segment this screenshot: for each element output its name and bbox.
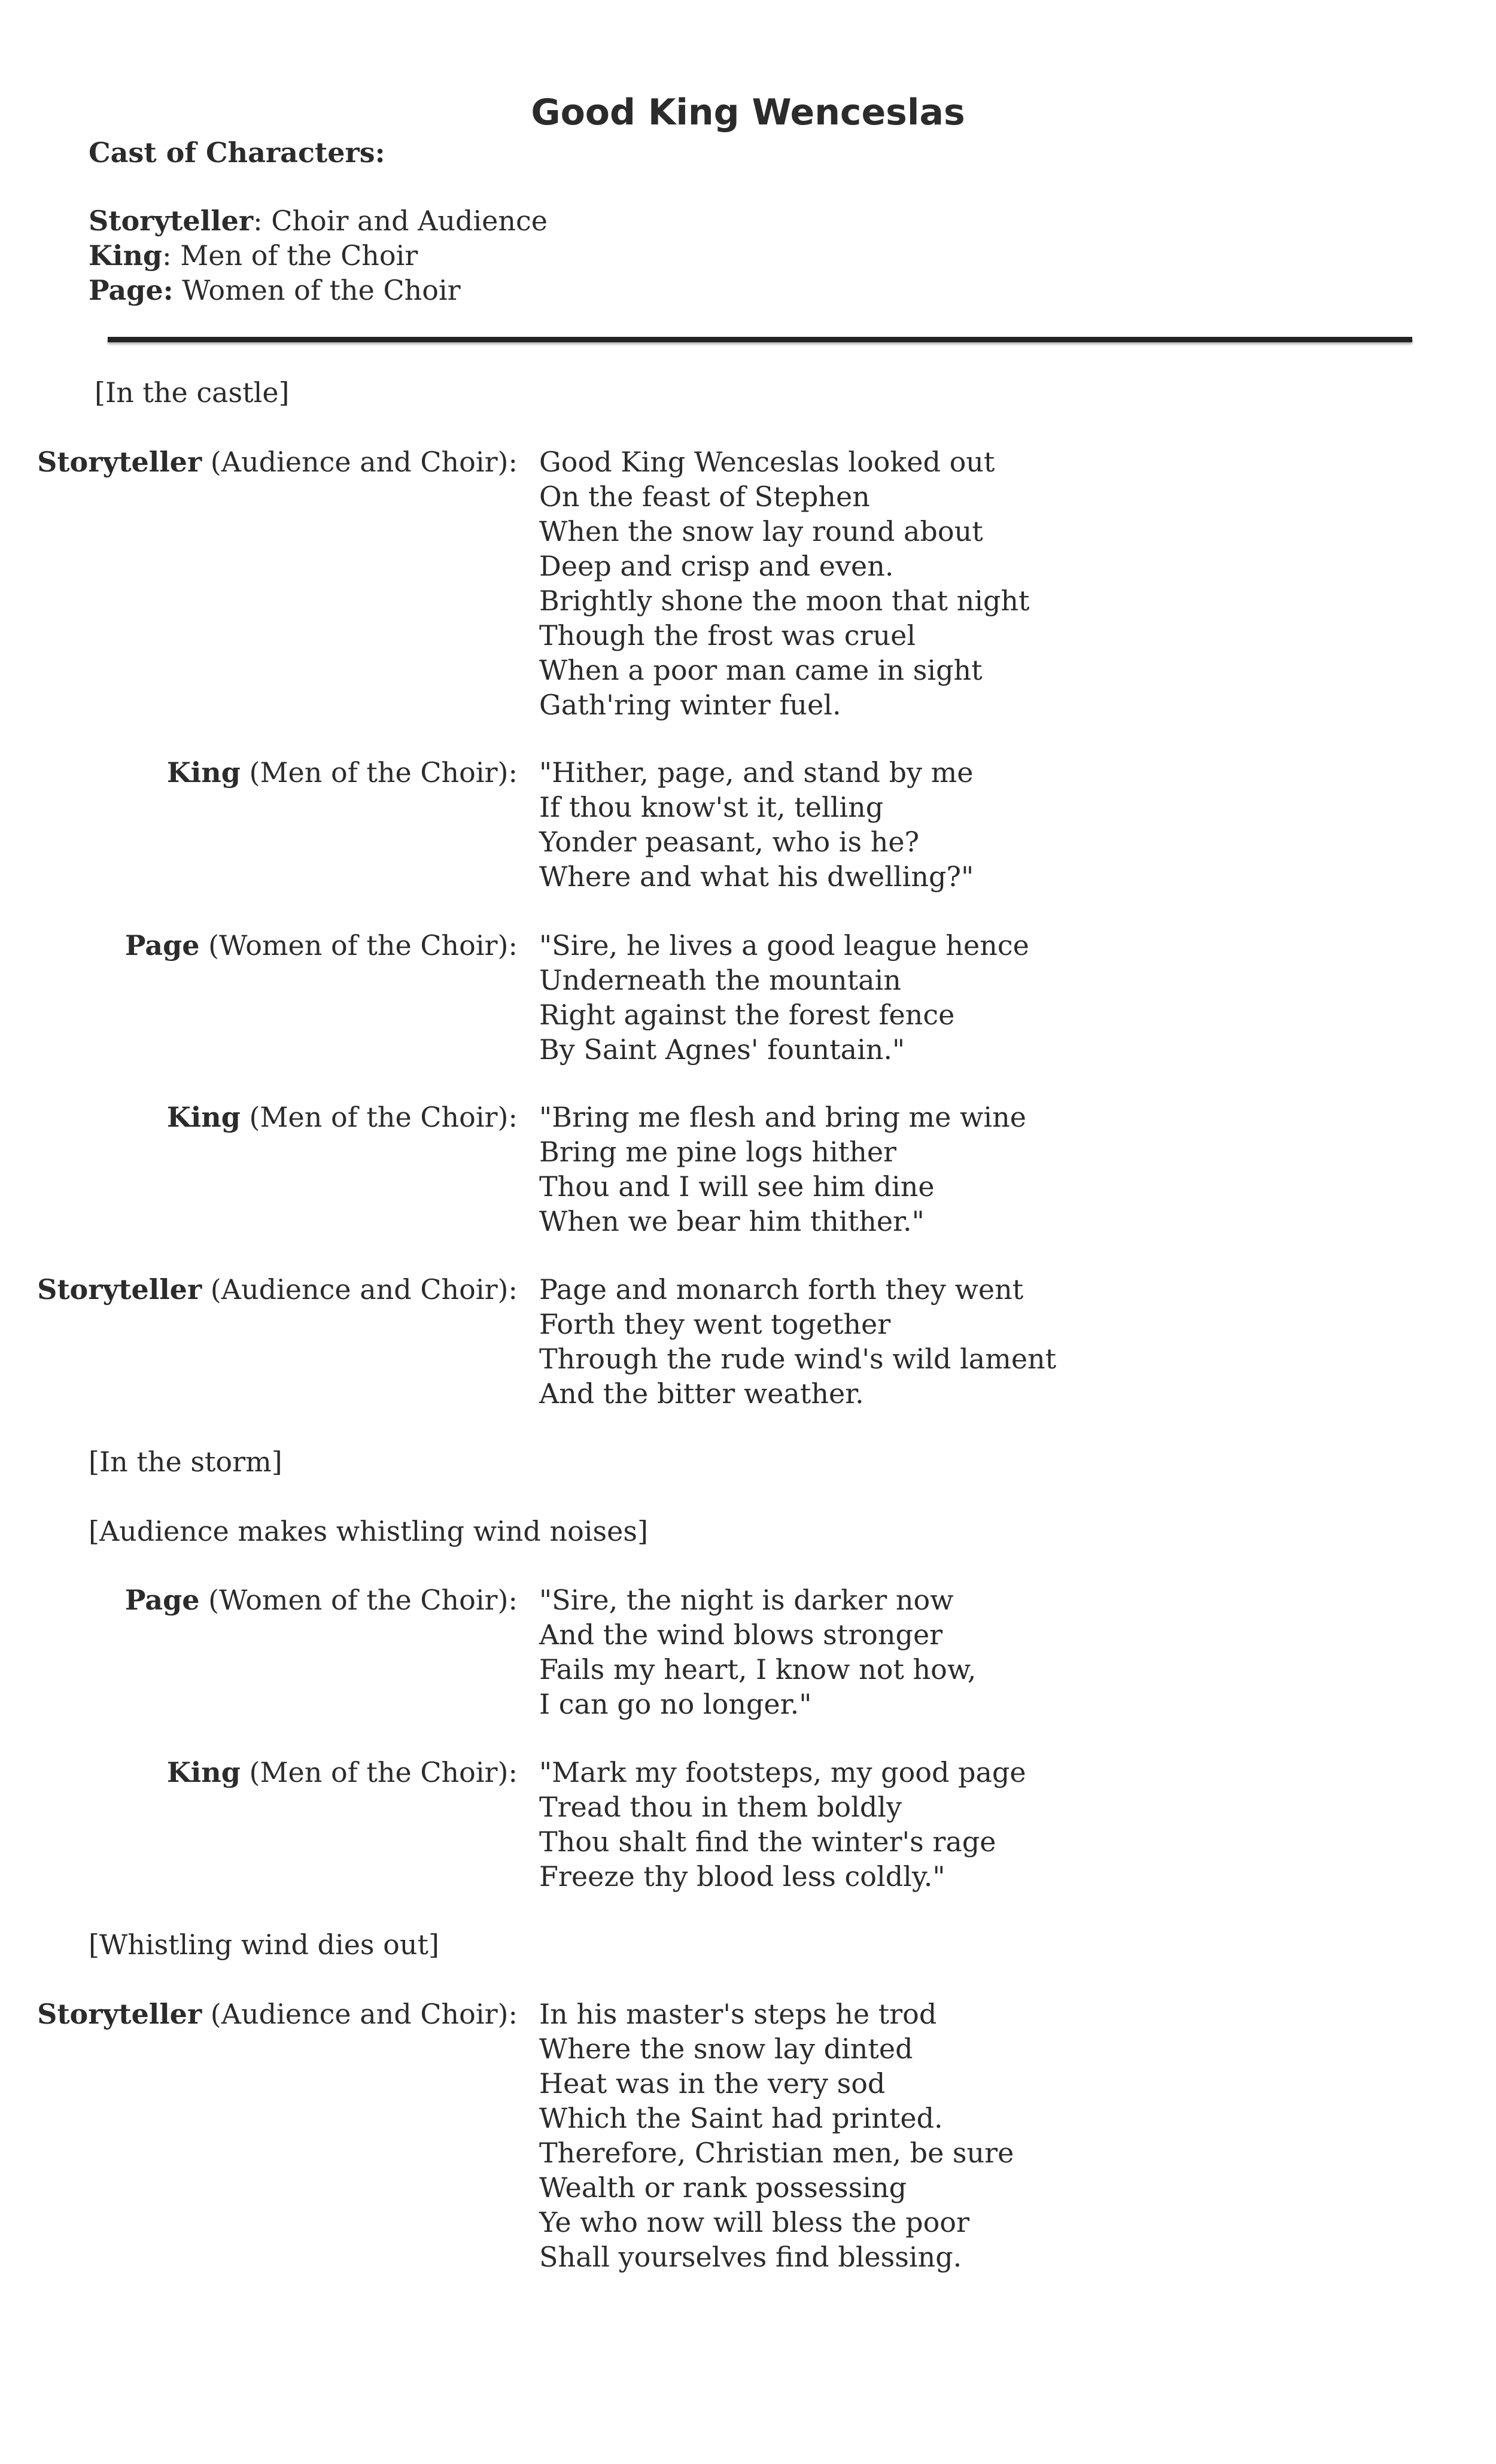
verse-line: "Hither, page, and stand by me: [539, 756, 974, 789]
verse-line: "Bring me flesh and bring me wine: [539, 1101, 1026, 1133]
verse-line: Right against the forest fence: [539, 999, 955, 1031]
verse-line: Which the Saint had printed.: [539, 2102, 943, 2134]
cast-role: Storyteller: [89, 205, 254, 237]
verse-line: Where the snow lay dinted: [539, 2033, 913, 2065]
verse-line: Deep and crisp and even.: [539, 550, 894, 582]
verse-line: Though the frost was cruel: [539, 619, 916, 652]
speaker-king: King (Men of the Choir):: [166, 1101, 518, 1133]
verse-line: If thou know'st it, telling: [539, 791, 884, 823]
cast-member-storyteller: Storyteller: Choir and Audience: [89, 205, 548, 237]
verse-storyteller-3: [539, 1997, 1014, 2274]
verse-line: Heat was in the very sod: [539, 2067, 886, 2100]
verse-line: Thou shalt find the winter's rage: [539, 1826, 996, 1858]
verse-line: I can go no longer.": [539, 1688, 812, 1720]
cast-role: Page:: [89, 274, 174, 306]
cast-performer: Men of the Choir: [171, 239, 418, 272]
speaker-storyteller: Storyteller (Audience and Choir):: [37, 1273, 518, 1306]
verse-line: Gath'ring winter fuel.: [539, 689, 841, 721]
verse-line: Forth they went together: [539, 1308, 891, 1340]
verse-page-1: [539, 928, 1029, 1067]
verse-line: Therefore, Christian men, be sure: [539, 2137, 1014, 2169]
verse-line: In his master's steps he trod: [539, 1998, 937, 2030]
stage-direction-wind-dies: [Whistling wind dies out]: [89, 1928, 439, 1961]
verse-line: By Saint Agnes' fountain.": [539, 1033, 905, 1066]
verse-line: Good King Wenceslas looked out: [539, 446, 995, 478]
verse-storyteller-2: [539, 1272, 1056, 1411]
cast-heading: Cast of Characters:: [89, 136, 385, 169]
verse-line: And the bitter weather.: [539, 1377, 864, 1410]
speaker-page: Page (Women of the Choir):: [124, 1584, 518, 1616]
verse-line: Tread thou in them boldly: [539, 1791, 902, 1823]
divider: [108, 337, 1412, 342]
speaker-page: Page (Women of the Choir):: [124, 929, 518, 962]
speaker-storyteller: Storyteller (Audience and Choir):: [37, 1998, 518, 2030]
speaker-king: King (Men of the Choir):: [166, 1756, 518, 1788]
speaker-king: King (Men of the Choir):: [166, 756, 518, 789]
cast-performer: Women of the Choir: [173, 274, 461, 306]
verse-line: Thou and I will see him dine: [539, 1170, 935, 1203]
cast-role: King: [89, 239, 163, 272]
verse-line: Page and monarch forth they went: [539, 1273, 1024, 1306]
verse-line: Through the rude wind's wild lament: [539, 1343, 1057, 1375]
verse-storyteller-1: [539, 445, 1030, 722]
cast-list: [89, 203, 548, 308]
cast-performer: Choir and Audience: [262, 205, 548, 237]
verse-line: On the feast of Stephen: [539, 480, 870, 513]
verse-line: "Mark my footsteps, my good page: [539, 1756, 1026, 1788]
verse-line: And the wind blows stronger: [539, 1619, 943, 1651]
verse-king-3: [539, 1755, 1026, 1894]
page-title: Good King Wenceslas: [531, 92, 965, 133]
cast-member-page: [89, 273, 548, 308]
verse-king-2: [539, 1100, 1026, 1239]
verse-line: Yonder peasant, who is he?: [539, 826, 920, 858]
stage-direction-castle: [In the castle]: [95, 376, 290, 409]
verse-line: When a poor man came in sight: [539, 654, 983, 686]
verse-line: Bring me pine logs hither: [539, 1136, 897, 1168]
verse-line: When we bear him thither.": [539, 1205, 925, 1237]
verse-line: Ye who now will bless the poor: [539, 2206, 969, 2238]
speaker-storyteller: Storyteller (Audience and Choir):: [37, 446, 518, 478]
verse-line: Wealth or rank possessing: [539, 2171, 907, 2204]
verse-line: "Sire, the night is darker now: [539, 1584, 954, 1616]
verse-line: Freeze thy blood less coldly.": [539, 1860, 945, 1893]
verse-line: Shall yourselves find blessing.: [539, 2241, 962, 2273]
verse-line: Underneath the mountain: [539, 964, 901, 996]
cast-member-king: King: Men of the Choir: [89, 239, 418, 272]
stage-direction-wind: [Audience makes whistling wind noises]: [89, 1515, 648, 1547]
verse-page-2: [539, 1583, 976, 1721]
verse-line: "Sire, he lives a good league hence: [539, 929, 1029, 962]
verse-line: Fails my heart, I know not how,: [539, 1653, 977, 1686]
verse-king-1: [539, 755, 974, 894]
verse-line: When the snow lay round about: [539, 515, 983, 547]
verse-line: Where and what his dwelling?": [539, 860, 974, 893]
verse-line: Brightly shone the moon that night: [539, 585, 1030, 617]
stage-direction-storm: [In the storm]: [89, 1446, 282, 1478]
